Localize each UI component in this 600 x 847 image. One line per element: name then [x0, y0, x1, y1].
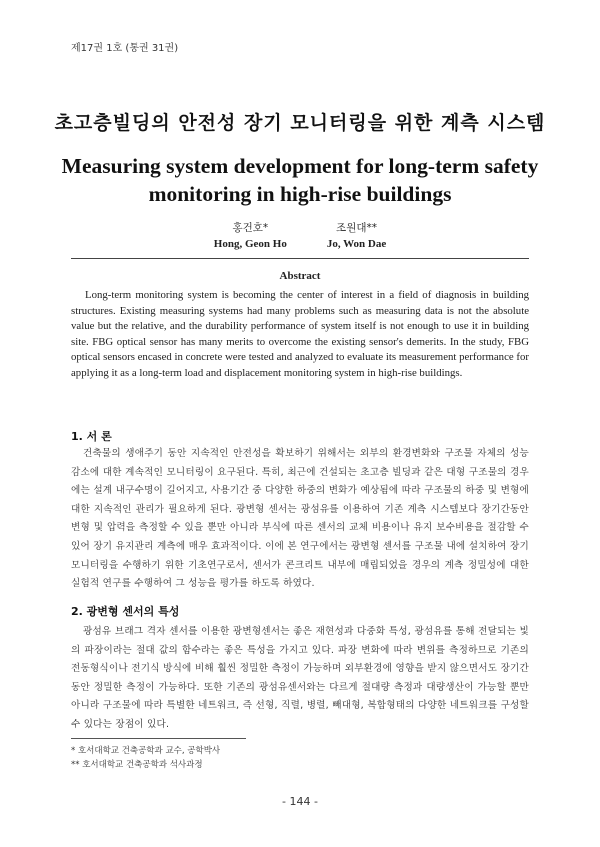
- footnote: * 호서대학교 건축공학과 교수, 공학박사: [71, 746, 221, 756]
- footnotes: [71, 744, 220, 772]
- author: [327, 220, 386, 252]
- korean-title: 초고층빌딩의 안전성 장기 모니터링을 위한 계측 시스템: [54, 112, 546, 134]
- author-list: [0, 220, 600, 252]
- section-body-sensor: 광섬유 브래그 격자 센서를 이용한 광변형센서는 좋은 재현성과 다중화 특성, 광섬유를 통해 전달되는 빛의 파장이라는 절대 값의 함수라는 좋은 특성을 가지고 있다. 파장 변화에 따라 변위를 측정하므로 기존의 전동형식이나 전기식 방식에 비해 훨씬 정밀한 측정이 가능하며 외부환경에 영향을 받지 않으면서도 장기간동안 정밀한 측정이 가능하다. 또한 기존의 광섬유센서와는 다르게 절대량 측정과 대량생산이 가능할 뿐만 아니라 구조물에 따라 특별한 네트워크, 즉 선형, 직렬, 병렬, 빼대형, 복합형태의 다양한 네트워크를 구성할 수 있다는 장점이 있다.: [71, 626, 529, 730]
- author-english-name: Hong, Geon Ho: [213, 238, 287, 250]
- section-heading-introduction: 1. 서 론: [71, 430, 112, 443]
- page-number: - 144 -: [282, 795, 318, 808]
- footnote-divider: [71, 738, 246, 739]
- section-body-introduction: 건축물의 생애주기 동안 지속적인 안전성을 확보하기 위해서는 외부의 환경변화와 구조물 자체의 성능 감소에 대한 계속적인 모니터링이 요구된다. 특히, 최근에 건설되는 초고층 빌딩과 같은 대형 구조물의 경우에는 설계 내구수명이 길어지고, 사용기간 중 다양한 하중의 변화가 예상됨에 따라 구조물의 하중 및 변형에 대한 지속적인 관리가 필요하게 된다. 광변형 센서는 광섬유를 이용하여 기존 계측 시스템보다 장기간동안 변형 및 압력을 측정할 수 있을 뿐만 아니라 부식에 따른 센서의 교체 비용이나 유지 보수비용을 절감할 수 있어 장기 유지관리 계측에 매우 효과적이다. 이에 본 연구에서는 광변형 센서를 구조물 내에 설치하여 장기 모니터링을 수행하기 위한 기초연구로서, 센서가 콘크리트 내부에 매립되었을 경우의 계측 정밀성에 대한 실험적 연구를 수행하여 그 성능을 평가를 하도록 하였다.: [71, 448, 529, 590]
- author-korean-name: 조원대**: [336, 222, 377, 234]
- author-korean-name: 홍건호*: [232, 222, 269, 234]
- abstract-text: Long-term monitoring system is becoming the center of interest in a field of diagnosis in building structures. Existing measuring systems had many problems such as measuring data is not the absolute value but the relative, and the durability performance of system itself is not enough to use it in building site. FBG optical sensor has many merits to overcome the existing sensor's demerits. In the study, FBG optical sensors encased in concrete were tested and analyzed to evaluate its measurement performance for applying it as a long-term load and displacement monitoring system in high-rise buildings.: [71, 289, 529, 379]
- author: [214, 220, 287, 252]
- author-english-name: Jo, Won Dae: [326, 238, 387, 250]
- abstract-heading: Abstract: [279, 270, 321, 282]
- english-title-line-2: monitoring in high-rise buildings: [148, 182, 452, 206]
- english-title-line-1: Measuring system development for long-term safety: [61, 154, 539, 178]
- english-title: [40, 152, 560, 208]
- title-divider: [71, 258, 529, 259]
- footnote: ** 호서대학교 건축공학과 석사과정: [71, 760, 203, 770]
- section-heading-sensor: 2. 광변형 센서의 특성: [71, 605, 180, 618]
- journal-issue-header: 제17권 1호 (통권 31권): [71, 43, 179, 54]
